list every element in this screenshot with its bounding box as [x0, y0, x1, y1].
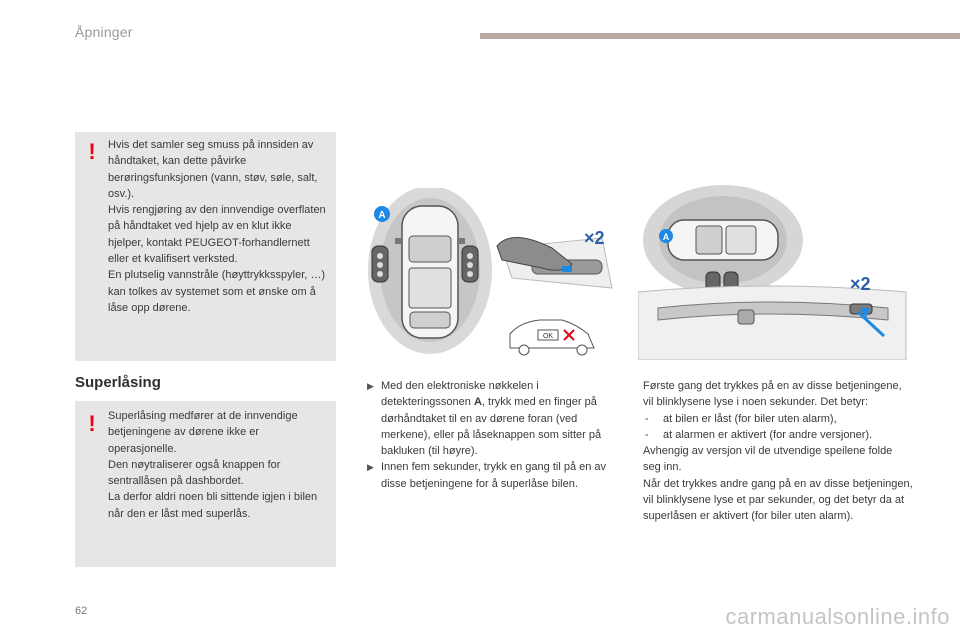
page-number: 62 — [75, 605, 88, 617]
second-press-paragraph: Når det trykkes andre gang på en av disse betjeningen, vil blinklysene lyse et par sekunder, og det betyr da at superlåsen er aktivert (for biler uten alarm). — [643, 477, 913, 523]
checkbox-bullet-icon: ▶ — [367, 462, 374, 473]
zone-a-label: A — [662, 232, 670, 242]
list-item-text: at alarmen er aktivert (for andre versjoner). — [663, 428, 873, 441]
warning-exclamation-icon: ! — [88, 139, 96, 164]
zone-reference: A — [473, 396, 482, 409]
section-heading-superlocking: Superlåsing — [75, 374, 161, 391]
step-text-pre: Med den elektroniske nøkkelen i detekteringssonen — [381, 380, 539, 409]
watermark: carmanualsonline.info — [725, 604, 950, 629]
checkbox-bullet-icon: ▶ — [367, 381, 374, 391]
car-top-view — [395, 206, 465, 338]
warning-box-superlocking — [75, 401, 336, 567]
warning-paragraph: La derfor aldri noen bli sittende igjen i bilen når den er låst med superlås. — [108, 491, 318, 520]
car-side-ok-indicator — [510, 320, 594, 355]
list-item — [643, 411, 913, 427]
warning-paragraph: Superlåsing medfører at de innvendige betjeningene av dørene ikke er operasjonelle. — [108, 410, 298, 455]
warning-text — [108, 137, 326, 316]
warning-exclamation-icon: ! — [88, 411, 96, 436]
illustration-tailgate-superlock — [638, 180, 908, 360]
illustration-door-handle-superlock — [362, 188, 622, 360]
intro-paragraph: Første gang det trykkes på en av disse betjeningene, vil blinklysene lyse i noen sekunder. Det betyr: — [643, 380, 902, 409]
ok-label: OK — [542, 333, 554, 340]
warning-text — [108, 408, 326, 522]
step-item — [367, 378, 627, 459]
zone-a-label: A — [378, 210, 386, 221]
warning-paragraph: Hvis det samler seg smuss på innsiden av håndtaket, kan dette påvirke berøringsfunksjonen (vann, støv, søle, salt, osv.). — [108, 139, 318, 200]
press-twice-label: ×2 — [584, 228, 605, 248]
key-fob-right — [462, 246, 478, 282]
warning-paragraph: Den nøytraliserer også knappen for sentrallåsen på dashbordet. — [108, 458, 281, 488]
tailgate-closeup — [638, 286, 906, 360]
key-fob-left — [372, 246, 388, 282]
step-text: Innen fem sekunder, trykk en gang til på en av disse betjeningene for å superlåse bilen. — [381, 461, 607, 490]
header-rule — [480, 33, 960, 39]
list-item-text: at bilen er låst (for biler uten alarm), — [663, 412, 837, 425]
press-twice-label: ×2 — [850, 274, 871, 294]
step-text-post: , trykk med en finger på dørhåndtaket til en av dørene foran (ved merkene), eller på låseknappen som sitter på bakluken (til høyre). — [381, 396, 602, 458]
warning-paragraph: Hvis rengjøring av den innvendige overflaten på håndtaket ved hjelp av en klut ikke hjelper, kontakt PEUGEOT-forhandlernett eller et kvalifisert verksted. — [108, 204, 326, 266]
step-item — [367, 459, 627, 492]
dash-marker: - — [645, 428, 649, 441]
car-top-view — [668, 220, 778, 260]
chapter-title: Åpninger — [75, 24, 133, 40]
warning-paragraph: En plutselig vannstråle (høyttrykksspyler, …) kan tolkes av systemet som et ønske om å låse opp dørene. — [108, 269, 326, 314]
right-column-text — [643, 378, 913, 525]
mirrors-paragraph: Avhengig av versjon vil de utvendige speilene folde seg inn. — [643, 445, 893, 474]
dash-marker: - — [645, 412, 649, 425]
list-item — [643, 427, 913, 443]
warning-box-dirt — [75, 132, 336, 361]
superlock-steps — [367, 378, 627, 492]
meaning-list — [643, 411, 913, 444]
